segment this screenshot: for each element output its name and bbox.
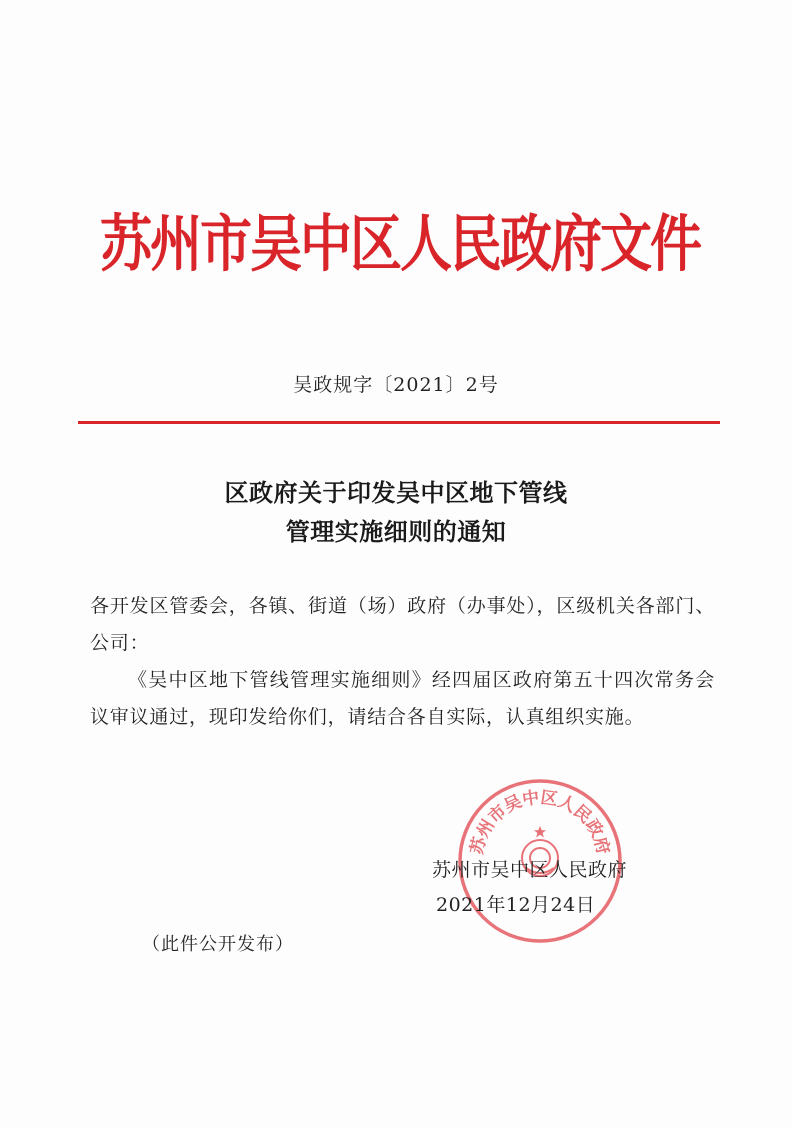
- issuer-signature: 苏州市吴中区人民政府: [432, 859, 628, 881]
- svg-text:苏州市吴中区人民政府: 苏州市吴中区人民政府: [467, 787, 613, 857]
- recipients: 各开发区管委会，各镇、街道（场）政府（办事处），区级机关各部门、公司：: [90, 595, 715, 654]
- body-paragraph: 《吴中区地下管线管理实施细则》经四届区政府第五十四次常务会议审议通过，现印发给你们，请结合各自实际，认真组织实施。: [90, 669, 715, 728]
- document-number: 吴政规字〔2021〕2号: [293, 374, 499, 396]
- document-header-title: 苏州市吴中区人民政府文件: [99, 209, 700, 281]
- public-release-note: （此件公开发布）: [142, 934, 294, 955]
- notice-body: [90, 588, 715, 736]
- notice-title-line2: 管理实施细则的通知: [285, 518, 507, 546]
- notice-title: [0, 474, 792, 552]
- notice-title-line1: 区政府关于印发吴中区地下管线: [224, 479, 568, 507]
- header-divider: [78, 421, 720, 424]
- issue-date: 2021年12月24日: [436, 894, 596, 916]
